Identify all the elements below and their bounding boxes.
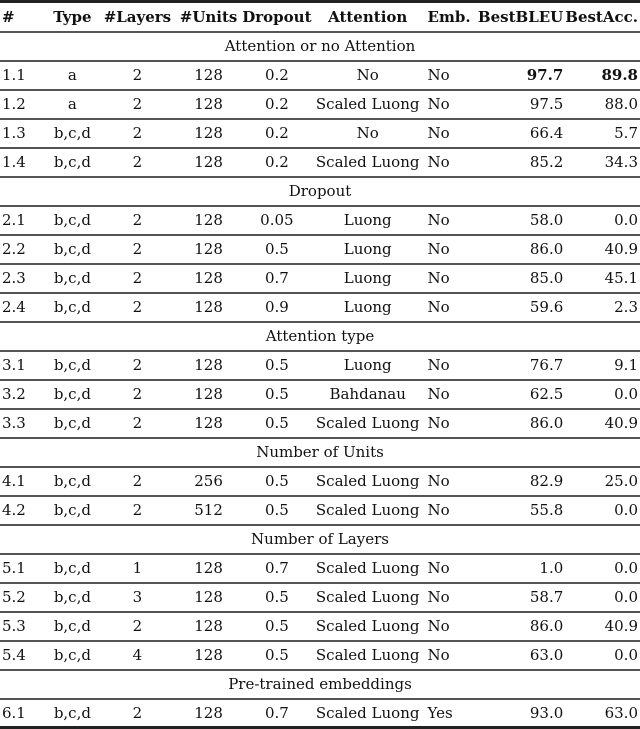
cell-bleu: 55.8: [477, 496, 565, 525]
cell-layers: 1: [100, 554, 176, 583]
cell-attention: Scaled Luong: [312, 641, 424, 670]
cell-emb: No: [424, 206, 478, 235]
cell-bleu: 62.5: [477, 380, 565, 409]
cell-attention: Scaled Luong: [312, 612, 424, 641]
cell-bleu: 76.7: [477, 351, 565, 380]
cell-acc: 40.9: [565, 409, 640, 438]
cell-acc: 0.0: [565, 583, 640, 612]
cell-id: 1.3: [0, 119, 45, 148]
cell-emb: No: [424, 148, 478, 177]
cell-acc: 34.3: [565, 148, 640, 177]
cell-id: 1.2: [0, 90, 45, 119]
table-row: [0, 235, 640, 264]
cell-layers: 2: [100, 496, 176, 525]
cell-type: b,c,d: [45, 206, 99, 235]
cell-id: 2.3: [0, 264, 45, 293]
cell-units: 256: [175, 467, 242, 496]
cell-layers: 2: [100, 90, 176, 119]
cell-attention: Bahdanau: [312, 380, 424, 409]
cell-bleu: 1.0: [477, 554, 565, 583]
cell-dropout: 0.5: [242, 351, 312, 380]
cell-attention: Scaled Luong: [312, 409, 424, 438]
cell-units: 128: [175, 206, 242, 235]
cell-bleu: 85.2: [477, 148, 565, 177]
cell-bleu: 58.0: [477, 206, 565, 235]
cell-dropout: 0.2: [242, 61, 312, 90]
cell-type: b,c,d: [45, 119, 99, 148]
table-row: [0, 612, 640, 641]
table-row: [0, 380, 640, 409]
section-title: Attention type: [0, 322, 640, 351]
cell-units: 128: [175, 235, 242, 264]
cell-attention: Luong: [312, 293, 424, 322]
cell-emb: No: [424, 409, 478, 438]
cell-id: 2.2: [0, 235, 45, 264]
cell-units: 128: [175, 264, 242, 293]
table-row: [0, 699, 640, 728]
cell-layers: 4: [100, 641, 176, 670]
section-title: Number of Layers: [0, 525, 640, 554]
cell-type: b,c,d: [45, 612, 99, 641]
cell-id: 1.4: [0, 148, 45, 177]
table-row: [0, 554, 640, 583]
cell-emb: No: [424, 554, 478, 583]
cell-units: 128: [175, 61, 242, 90]
cell-units: 128: [175, 90, 242, 119]
cell-bleu: 93.0: [477, 699, 565, 728]
cell-layers: 2: [100, 293, 176, 322]
header-acc: BestAcc.: [565, 2, 640, 32]
section-header-row: [0, 32, 640, 61]
table-row: [0, 467, 640, 496]
cell-units: 128: [175, 119, 242, 148]
cell-emb: No: [424, 496, 478, 525]
cell-units: 128: [175, 583, 242, 612]
cell-dropout: 0.05: [242, 206, 312, 235]
cell-type: b,c,d: [45, 641, 99, 670]
cell-type: b,c,d: [45, 496, 99, 525]
section-title: Attention or no Attention: [0, 32, 640, 61]
cell-dropout: 0.9: [242, 293, 312, 322]
cell-attention: Scaled Luong: [312, 554, 424, 583]
table-row: [0, 293, 640, 322]
cell-layers: 2: [100, 206, 176, 235]
cell-acc: 40.9: [565, 612, 640, 641]
cell-emb: No: [424, 90, 478, 119]
cell-emb: No: [424, 380, 478, 409]
cell-id: 5.4: [0, 641, 45, 670]
cell-layers: 2: [100, 612, 176, 641]
header-row: [0, 2, 640, 32]
cell-id: 5.3: [0, 612, 45, 641]
cell-bleu: 59.6: [477, 293, 565, 322]
header-dropout: Dropout: [242, 2, 312, 32]
cell-layers: 2: [100, 148, 176, 177]
cell-units: 128: [175, 380, 242, 409]
cell-layers: 2: [100, 409, 176, 438]
cell-attention: Scaled Luong: [312, 699, 424, 728]
cell-acc: 63.0: [565, 699, 640, 728]
cell-emb: No: [424, 119, 478, 148]
cell-layers: 2: [100, 235, 176, 264]
table-body: [0, 32, 640, 728]
cell-type: a: [45, 61, 99, 90]
cell-attention: Scaled Luong: [312, 148, 424, 177]
header-emb: Emb.: [424, 2, 478, 32]
cell-dropout: 0.7: [242, 699, 312, 728]
header-units: #Units: [175, 2, 242, 32]
cell-bleu: 82.9: [477, 467, 565, 496]
section-title: Number of Units: [0, 438, 640, 467]
cell-id: 5.2: [0, 583, 45, 612]
cell-dropout: 0.5: [242, 409, 312, 438]
cell-type: b,c,d: [45, 351, 99, 380]
cell-type: b,c,d: [45, 264, 99, 293]
cell-acc: 0.0: [565, 496, 640, 525]
header-attention: Attention: [312, 2, 424, 32]
cell-emb: No: [424, 235, 478, 264]
cell-attention: Luong: [312, 351, 424, 380]
header-type: Type: [45, 2, 99, 32]
cell-acc: 40.9: [565, 235, 640, 264]
cell-dropout: 0.2: [242, 148, 312, 177]
cell-attention: No: [312, 61, 424, 90]
cell-bleu: 58.7: [477, 583, 565, 612]
cell-acc: 0.0: [565, 206, 640, 235]
cell-acc: 89.8: [565, 61, 640, 90]
cell-emb: No: [424, 583, 478, 612]
cell-attention: Scaled Luong: [312, 496, 424, 525]
cell-emb: No: [424, 351, 478, 380]
section-header-row: [0, 438, 640, 467]
cell-emb: No: [424, 293, 478, 322]
cell-units: 128: [175, 554, 242, 583]
table-row: [0, 90, 640, 119]
cell-layers: 3: [100, 583, 176, 612]
cell-acc: 0.0: [565, 641, 640, 670]
cell-dropout: 0.2: [242, 119, 312, 148]
cell-dropout: 0.7: [242, 554, 312, 583]
table-row: [0, 206, 640, 235]
cell-bleu: 63.0: [477, 641, 565, 670]
cell-emb: No: [424, 641, 478, 670]
cell-units: 128: [175, 699, 242, 728]
table-row: [0, 351, 640, 380]
cell-emb: No: [424, 612, 478, 641]
cell-type: b,c,d: [45, 554, 99, 583]
cell-units: 128: [175, 293, 242, 322]
cell-units: 128: [175, 351, 242, 380]
header-layers: #Layers: [100, 2, 176, 32]
cell-emb: No: [424, 264, 478, 293]
cell-acc: 2.3: [565, 293, 640, 322]
cell-dropout: 0.5: [242, 235, 312, 264]
header-bleu: BestBLEU: [477, 2, 565, 32]
cell-layers: 2: [100, 61, 176, 90]
cell-id: 5.1: [0, 554, 45, 583]
cell-type: b,c,d: [45, 235, 99, 264]
cell-acc: 45.1: [565, 264, 640, 293]
cell-bleu: 86.0: [477, 409, 565, 438]
cell-bleu: 97.5: [477, 90, 565, 119]
table-row: [0, 496, 640, 525]
cell-dropout: 0.5: [242, 467, 312, 496]
cell-units: 128: [175, 641, 242, 670]
cell-id: 2.4: [0, 293, 45, 322]
cell-type: b,c,d: [45, 467, 99, 496]
cell-dropout: 0.5: [242, 583, 312, 612]
cell-bleu: 86.0: [477, 612, 565, 641]
cell-dropout: 0.2: [242, 90, 312, 119]
cell-id: 4.2: [0, 496, 45, 525]
cell-layers: 2: [100, 467, 176, 496]
section-header-row: [0, 670, 640, 699]
cell-bleu: 97.7: [477, 61, 565, 90]
cell-id: 3.1: [0, 351, 45, 380]
cell-acc: 0.0: [565, 380, 640, 409]
cell-units: 128: [175, 409, 242, 438]
cell-units: 128: [175, 148, 242, 177]
cell-attention: Luong: [312, 264, 424, 293]
table-row: [0, 264, 640, 293]
cell-id: 1.1: [0, 61, 45, 90]
table-row: [0, 119, 640, 148]
cell-id: 2.1: [0, 206, 45, 235]
section-title: Dropout: [0, 177, 640, 206]
cell-id: 6.1: [0, 699, 45, 728]
cell-acc: 5.7: [565, 119, 640, 148]
cell-attention: No: [312, 119, 424, 148]
cell-emb: No: [424, 467, 478, 496]
cell-attention: Luong: [312, 235, 424, 264]
header-id: #: [0, 2, 45, 32]
cell-emb: Yes: [424, 699, 478, 728]
cell-units: 512: [175, 496, 242, 525]
cell-attention: Scaled Luong: [312, 467, 424, 496]
cell-dropout: 0.5: [242, 380, 312, 409]
table-row: [0, 61, 640, 90]
cell-type: b,c,d: [45, 583, 99, 612]
cell-dropout: 0.7: [242, 264, 312, 293]
cell-type: b,c,d: [45, 380, 99, 409]
cell-attention: Scaled Luong: [312, 583, 424, 612]
cell-dropout: 0.5: [242, 612, 312, 641]
cell-type: b,c,d: [45, 699, 99, 728]
section-title: Pre-trained embeddings: [0, 670, 640, 699]
cell-emb: No: [424, 61, 478, 90]
cell-bleu: 66.4: [477, 119, 565, 148]
cell-layers: 2: [100, 119, 176, 148]
cell-type: a: [45, 90, 99, 119]
cell-bleu: 86.0: [477, 235, 565, 264]
cell-layers: 2: [100, 699, 176, 728]
table-row: [0, 148, 640, 177]
cell-layers: 2: [100, 351, 176, 380]
cell-acc: 0.0: [565, 554, 640, 583]
table-row: [0, 409, 640, 438]
cell-type: b,c,d: [45, 293, 99, 322]
cell-attention: Luong: [312, 206, 424, 235]
section-header-row: [0, 525, 640, 554]
cell-acc: 25.0: [565, 467, 640, 496]
cell-id: 3.3: [0, 409, 45, 438]
cell-id: 4.1: [0, 467, 45, 496]
cell-dropout: 0.5: [242, 641, 312, 670]
cell-acc: 9.1: [565, 351, 640, 380]
table-row: [0, 583, 640, 612]
section-header-row: [0, 322, 640, 351]
cell-type: b,c,d: [45, 409, 99, 438]
table-row: [0, 641, 640, 670]
cell-acc: 88.0: [565, 90, 640, 119]
section-header-row: [0, 177, 640, 206]
cell-attention: Scaled Luong: [312, 90, 424, 119]
cell-layers: 2: [100, 380, 176, 409]
cell-dropout: 0.5: [242, 496, 312, 525]
cell-layers: 2: [100, 264, 176, 293]
cell-type: b,c,d: [45, 148, 99, 177]
cell-units: 128: [175, 612, 242, 641]
cell-bleu: 85.0: [477, 264, 565, 293]
cell-id: 3.2: [0, 380, 45, 409]
